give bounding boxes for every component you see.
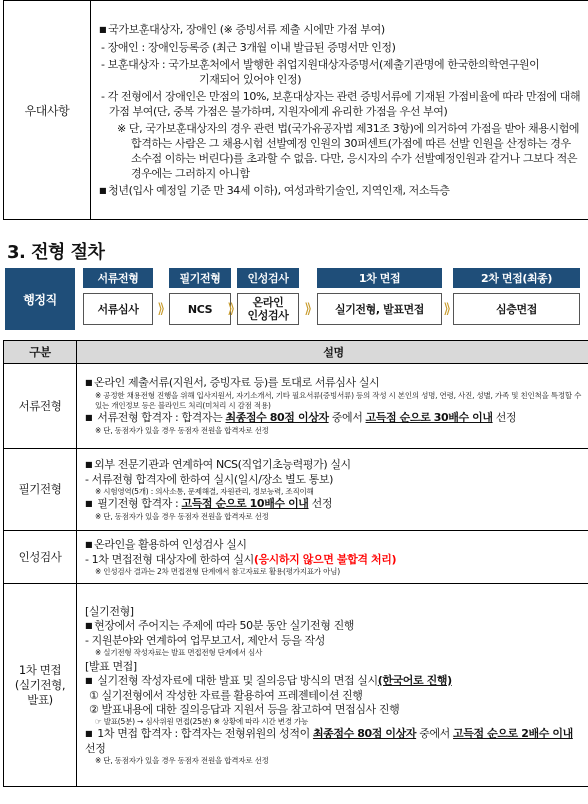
row-label-written: 필기전형	[4, 449, 77, 531]
header-description: 설명	[77, 341, 588, 364]
content-note: ※ 단, 동점자가 있을 경우 동점자 전원을 합격자로 선정	[95, 426, 269, 435]
row-content-personality	[77, 531, 588, 584]
content-line	[85, 411, 586, 426]
arrow-icon: ⟫	[304, 301, 312, 317]
text-run: 서류전형 합격자 : 합격자는	[97, 411, 226, 424]
stage-box: 온라인 인성검사	[237, 293, 299, 325]
preference-line-text: 기재되어 있어야 인정)	[199, 72, 302, 86]
content-line: ① 실기전형에서 작성한 자료를 활용하여 프레젠테이션 진행	[89, 688, 363, 702]
text-run: 필기전형 합격자 :	[97, 496, 182, 510]
content-line: ■ 온라인을 활용하여 인성검사 실시	[85, 538, 586, 553]
content-note: ※ 단, 동점자가 있을 경우 동점자 전원을 합격자로 선정	[95, 511, 269, 521]
stage-header: 필기전형	[169, 268, 231, 288]
preference-line	[99, 57, 584, 87]
preference-line: ■ 국가보훈대상자, 장애인 (※ 증빙서류 제출 시에만 가점 부여)	[99, 22, 584, 38]
content-note: ※ 인성검사 결과는 2차 면접전형 단계에서 참고자료로 활용(평가지표가 아님)	[95, 566, 340, 576]
emphasis: 고득점 순으로 2배수 이내	[453, 726, 573, 740]
text-run: 선정	[85, 741, 106, 755]
content-note: ☞ 발표(5분) → 심사위원 면접(25분) ※ 상황에 따라 시간 변경 가능	[95, 716, 309, 726]
content-line: ② 발표내용에 대한 질의응답과 지원서 등을 참고하여 면접심사 진행	[89, 702, 400, 716]
text-run: 중에서	[416, 726, 453, 740]
preference-line: - 각 전형에서 장애인은 만점의 10%, 보훈대상자는 관련 증빙서류에 기재된 가점비율에 따라 만점에 대해 가점 부여(단, 중복 가점은 불가하며, 지원자에게 유리한 가점을 우선 부여)	[101, 89, 581, 118]
content-line: ■ 온라인 제출서류(지원서, 증빙자료 등)를 토대로 서류심사 실시	[85, 376, 586, 391]
row-content-interview	[77, 584, 588, 787]
preference-line: - 장애인 : 장애인등록증 (최근 3개월 이내 발급된 증명서만 인정)	[101, 40, 396, 54]
flow-category: 행정직	[5, 268, 75, 330]
text-run: 1차 면접 합격자 : 합격자는 전형위원의 성적이	[97, 726, 313, 740]
preference-line: ■ 청년(입사 예정일 기준 만 34세 이하), 여성과학기술인, 지역인재, 저소득층	[99, 183, 584, 199]
preference-content	[91, 1, 588, 220]
stage-box: 서류심사	[83, 293, 153, 325]
subsection-title: [발표 면접]	[85, 659, 137, 673]
preference-note: ※ 단, 국가보훈대상자의 경우 관련 법(국가유공자법 제31조 3항)에 의거하여 가점을 받아 채용시험에 합격하는 사람은 그 채용시험 선발예정 인원의 30퍼센트(가점에 따른 선발 인원을 산정하는 경우 소수점 이하는 버린다)를 초과할 수 없음. 다만, 응시자의 수가 선발예정인원과 같거나 그보다 적은 경우에는 그러하지 아니함	[117, 121, 580, 180]
arrow-icon: ⟫	[443, 301, 451, 317]
content-line	[85, 727, 586, 756]
arrow-icon: ⟫	[157, 301, 165, 317]
row-content-document	[77, 364, 588, 449]
text-run: - 1차 면접전형 대상자에 한하여 실시	[85, 552, 254, 566]
emphasis: 최종점수 80점 이상자	[312, 726, 417, 740]
content-line	[85, 674, 586, 689]
content-note: ※ 단, 동점자가 있을 경우 동점자 전원을 합격자로 선정	[95, 755, 269, 765]
content-line: ■ 현장에서 주어지는 주제에 따라 50분 동안 실기전형 진행	[85, 619, 586, 634]
content-line: ■ 외부 전문기관과 연계하여 NCS(직업기초능력평가) 실시	[85, 458, 586, 473]
preference-line-text: - 보훈대상자 : 국가보훈처에서 발행한 취업지원대상자증명서(제출기관명에 한국한의학연구원이	[101, 57, 540, 71]
content-line: - 서류전형 합격자에 한하여 실시(일시/장소 별도 통보)	[85, 472, 333, 486]
subsection-title: [실기전형]	[85, 604, 134, 618]
text-run: 선정	[492, 411, 517, 424]
preference-label: 우대사항	[4, 1, 91, 220]
header-category: 구분	[4, 341, 77, 364]
procedure-table	[3, 340, 588, 787]
emphasis: 최종점수 80점 이상자	[225, 411, 329, 424]
content-line: - 지원분야와 연계하여 업무보고서, 제안서 등을 작성	[85, 633, 325, 647]
content-line	[85, 553, 586, 567]
section-title: 3. 전형 절차	[7, 242, 105, 263]
content-note: ※ 실기전형 작성자료는 발표 면접전형 단계에서 심사	[95, 647, 263, 657]
text-run: 선정	[308, 496, 333, 510]
stage-header: 1차 면접	[317, 268, 442, 288]
stage-header: 서류전형	[83, 268, 153, 288]
process-flow	[5, 268, 580, 330]
row-label-interview: 1차 면접 (실기전형, 발표)	[4, 584, 77, 787]
stage-box: 심층면접	[453, 293, 580, 325]
arrow-icon: ⟫	[227, 301, 235, 317]
emphasis: 고득점 순으로 30배수 이내	[365, 411, 493, 424]
row-label-document: 서류전형	[4, 364, 77, 449]
content-line	[85, 497, 586, 512]
text-run: 중에서	[328, 411, 366, 424]
stage-box: 실기전형, 발표면접	[317, 293, 442, 325]
content-note: ※ 공정한 채용전형 진행을 위해 입사지원서, 자기소개서, 기타 필요서류(증빙서류) 등의 작성 시 본인의 성명, 연령, 사진, 성별, 가족 및 친인척을 특정할 수 있는 개인정보 등은 블라인드 처리(미처리 시 감점 적용)	[95, 391, 582, 410]
content-note: ※ 시험영역(5개) : 의사소통, 문제해결, 자원관리, 정보능력, 조직이해	[95, 486, 314, 496]
preference-table	[3, 0, 588, 220]
emphasis: 고득점 순으로 10배수 이내	[181, 496, 309, 510]
warning-text: (응시하지 않으면 불합격 처리)	[253, 552, 397, 566]
row-label-personality: 인성검사	[4, 531, 77, 584]
stage-header: 인성검사	[237, 268, 299, 288]
text-run: 실기전형 작성자료에 대한 발표 및 질의응답 방식의 면접 실시	[97, 673, 378, 687]
row-content-written	[77, 449, 588, 531]
stage-header: 2차 면접(최종)	[453, 268, 580, 288]
emphasis: (한국어로 진행)	[377, 673, 452, 687]
stage-box: NCS	[169, 293, 231, 325]
